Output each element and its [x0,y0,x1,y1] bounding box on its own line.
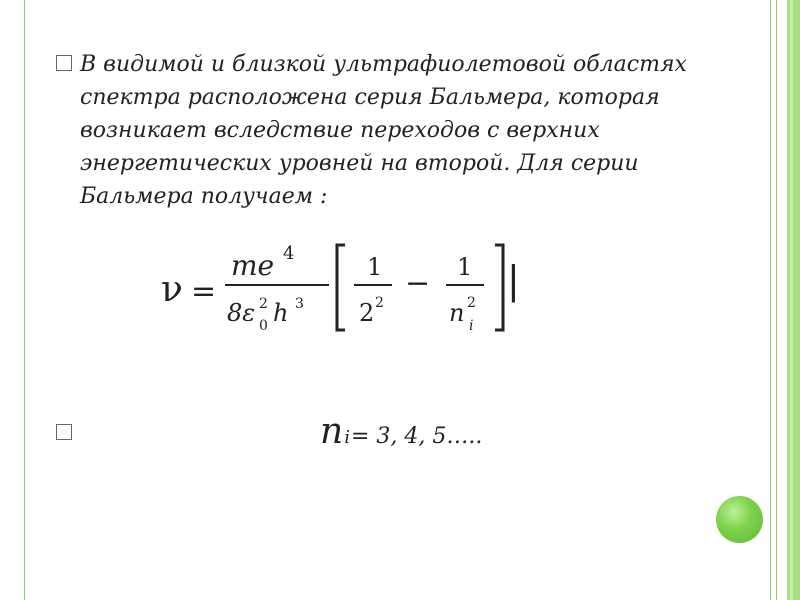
frame-line-left [24,0,25,600]
green-circle-icon [716,496,763,543]
series-n: n [320,411,344,452]
fraction-2-sup: 2 [467,295,476,311]
bullet-marker-icon [56,55,72,71]
formula-nu: ν [161,269,183,310]
formula-denominator-sub: 0 [259,318,268,334]
bullet-marker-icon [56,424,72,440]
right-bracket [495,245,503,330]
fraction-2-base: n [449,299,465,327]
fraction-1-exp: 2 [375,295,384,311]
paragraph-text: В видимой и близкой ультрафиолетовой областях спектра расположена серия Бальмера, которая возникает вследствие переходов с верхних энергетических уровней на второй. Для серии Бальмера получаем : [80,52,687,209]
series-line [320,412,482,452]
frame-band-right [787,0,800,600]
formula-numerator-base: me [231,249,275,282]
frame-line-right-b [776,0,777,600]
series-i: i [344,427,350,448]
left-bracket [337,245,345,330]
frame-line-right-a [770,0,771,600]
formula-bar: | [507,258,520,302]
formula-equals: = [191,274,217,309]
formula-denominator-sup: 2 [259,296,268,312]
formula-denominator-h: h [273,299,289,327]
fraction-1-numerator: 1 [367,253,383,281]
fraction-2-sub: i [469,318,474,334]
frame-band-inner-right [790,0,793,600]
formula-denominator-base: 8ε [227,299,256,327]
formula [157,235,520,335]
formula-denominator-h-exp: 3 [295,296,304,312]
fraction-1-base: 2 [359,299,375,327]
fraction-2-numerator: 1 [457,253,473,281]
series-values: = 3, 4, 5….. [350,424,483,449]
formula-numerator-exp: 4 [283,243,295,264]
minus-sign: − [405,266,431,301]
